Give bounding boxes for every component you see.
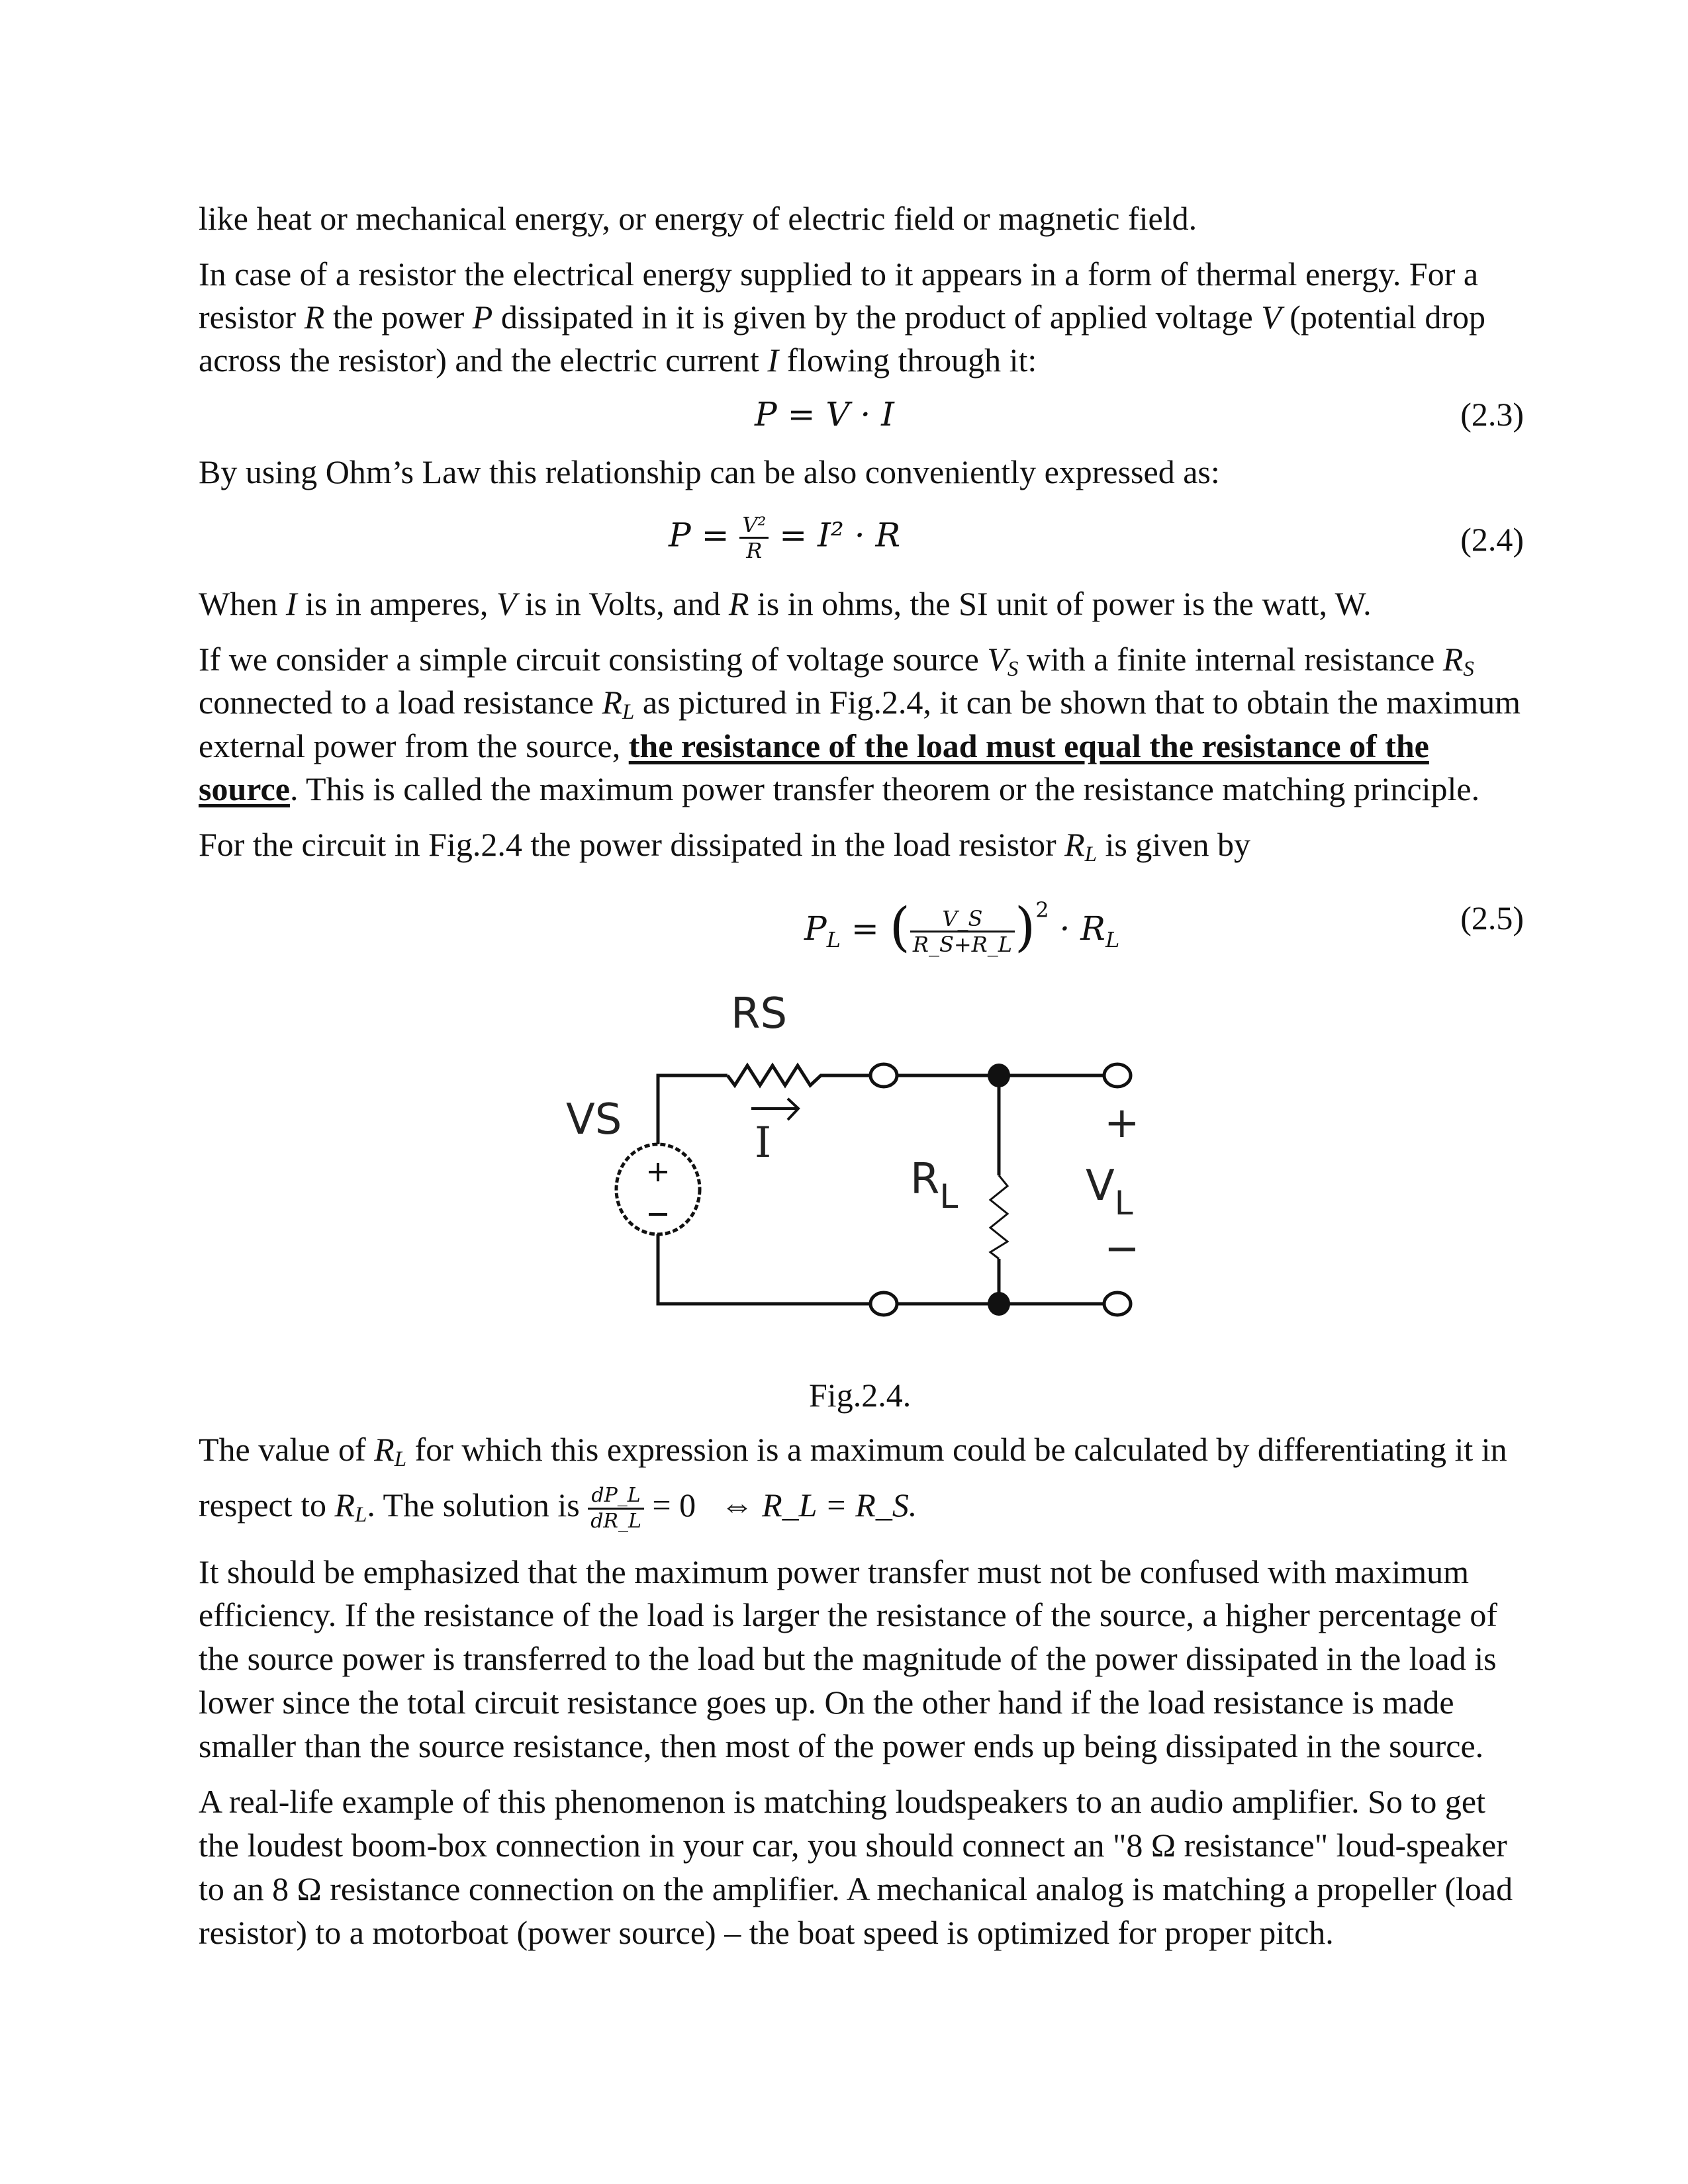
text-segment: the source power is transferred to the load but the magnitude of the power dissipated in the load is — [199, 1640, 1497, 1677]
text-segment: For the circuit in Fig.2.4 the power dissipated in the load resistor — [199, 826, 1065, 863]
text-segment: external power from the source, — [199, 727, 629, 764]
label-current: I — [755, 1118, 772, 1167]
exponent: 2 — [1035, 897, 1049, 923]
eq-var: P — [804, 909, 827, 948]
text-segment: the power — [324, 298, 473, 336]
label-sub: L — [939, 1177, 959, 1216]
text-segment: is in ohms, the SI unit of power is the watt, W. — [749, 585, 1372, 622]
numerator: dP_L — [588, 1484, 644, 1510]
label-text: R — [910, 1155, 940, 1204]
text-segment: across the resistor) and the electric current — [199, 341, 768, 379]
eq-sign: = 0 — [652, 1486, 696, 1524]
text-line — [199, 1782, 1485, 1821]
terminal — [1104, 1064, 1131, 1087]
math-variable — [334, 1486, 367, 1527]
eq-sub: L — [1105, 927, 1120, 952]
terminal — [1104, 1293, 1131, 1315]
text-segment: . The solution is — [367, 1486, 588, 1524]
text-line — [199, 1726, 1483, 1766]
label-plus: + — [1104, 1099, 1140, 1148]
numerator: V² — [739, 513, 769, 539]
numerator: V_S — [910, 907, 1015, 933]
text-segment: Fig.2.4. — [809, 1377, 912, 1414]
voltage-source — [616, 1144, 700, 1234]
wire — [658, 1075, 727, 1144]
label-vl — [1086, 1161, 1133, 1222]
variable-symbol: R — [602, 684, 622, 721]
text-segment: as pictured in Fig.2.4, it can be shown that to obtain the maximum — [634, 684, 1521, 721]
eq-var: P — [755, 395, 777, 433]
variable-symbol: V — [496, 585, 517, 622]
text-line — [199, 1552, 1469, 1592]
text-segment: If we consider a simple circuit consisting of voltage source — [199, 641, 988, 678]
text-line — [199, 1639, 1497, 1678]
text-segment: is in amperes, — [297, 585, 496, 622]
variable-subscript: L — [394, 1447, 407, 1471]
variable-symbol: R — [1064, 826, 1085, 863]
text-segment: smaller than the source resistance, then most of the power ends up being dissipated in the source. — [199, 1727, 1484, 1764]
text-line — [199, 1682, 1454, 1722]
iff-symbol: ⇔ — [720, 1486, 754, 1524]
text-segment: A real-life example of this phenomenon is matching loudspeakers to an audio amplifier. So to get — [199, 1783, 1485, 1820]
variable-symbol: V — [1261, 298, 1282, 336]
eq-rhs: = I² · R — [779, 516, 901, 555]
figure-caption — [809, 1375, 911, 1415]
label-sub: S — [594, 1095, 622, 1144]
label-rs — [731, 989, 787, 1038]
text-segment: for which this expression is a maximum could be calculated by differentiating it in — [406, 1431, 1507, 1468]
variable-symbol: I — [767, 341, 778, 379]
equation-number: (2.4) — [1460, 521, 1524, 558]
emphasized-text: source — [199, 770, 290, 807]
paren: ) — [1015, 896, 1036, 958]
terminal — [870, 1064, 897, 1087]
variable-subscript: S — [1007, 657, 1019, 681]
eq-sign: = — [701, 516, 729, 555]
eq-var: P — [669, 516, 691, 555]
eq-sub: L — [826, 927, 841, 952]
text-line — [199, 1595, 1497, 1635]
variable-subscript: L — [355, 1502, 367, 1527]
label-rl — [910, 1155, 958, 1216]
variable-subscript: S — [1463, 657, 1474, 681]
text-line — [199, 1484, 917, 1535]
current-arrow — [751, 1099, 798, 1120]
denominator: R_S+R_L — [912, 931, 1013, 957]
text-segment: dissipated in it is given by the product of applied voltage — [492, 298, 1262, 336]
label-sub: S — [760, 989, 788, 1038]
derivative — [588, 1484, 644, 1533]
text-segment: is given by — [1097, 826, 1250, 863]
variable-symbol: P — [472, 298, 493, 336]
label-text: V — [1086, 1161, 1115, 1210]
text-segment: efficiency. If the resistance of the load is larger the resistance of the source, a higher percentage of — [199, 1596, 1498, 1633]
eq-rhs: · R — [1059, 909, 1105, 948]
eq-result: R_L = R_S. — [762, 1486, 917, 1524]
variable-symbol: R — [374, 1431, 395, 1468]
variable-symbol: R — [304, 298, 325, 336]
text-segment: is in Volts, and — [516, 585, 729, 622]
terminal — [870, 1293, 897, 1315]
text-line — [199, 1430, 1507, 1479]
text-segment: flowing through it: — [778, 341, 1037, 379]
denominator: R — [746, 538, 763, 563]
emphasized-text: the resistance of the load must equal the resistance of the — [628, 727, 1429, 764]
text-segment: When — [199, 585, 286, 622]
variable-symbol: V — [987, 641, 1008, 678]
text-segment: The value of — [199, 1431, 375, 1468]
variable-symbol: I — [285, 585, 297, 622]
variable-symbol: R — [728, 585, 749, 622]
label-text: R — [731, 989, 761, 1038]
node — [988, 1064, 1010, 1087]
equation-number: (2.3) — [1460, 396, 1524, 433]
node — [988, 1292, 1010, 1316]
eq-sign: = — [851, 909, 879, 948]
text-segment: (potential drop — [1281, 298, 1486, 336]
plus-sign — [649, 1163, 667, 1181]
text-segment: the loudest boom-box connection in your car, you should connect an "8 Ω resistance" loud-speaker — [199, 1827, 1507, 1864]
resistor-rs — [727, 1066, 828, 1085]
label-sub: L — [1114, 1184, 1133, 1222]
text-segment: By using Ohm’s Law this relationship can be also conveniently expressed as: — [199, 453, 1220, 490]
text-segment: . This is called the maximum power transfer theorem or the resistance matching principle. — [289, 770, 1480, 807]
text-segment: to an 8 Ω resistance connection on the amplifier. A mechanical analog is matching a propeller (load — [199, 1870, 1513, 1907]
text-line — [199, 1913, 1334, 1952]
label-vs — [566, 1095, 622, 1144]
math-variable — [374, 1431, 407, 1471]
text-segment: It should be emphasized that the maximum power transfer must not be confused with maximum — [199, 1553, 1470, 1590]
text-line — [199, 1825, 1507, 1865]
paren: ( — [889, 896, 910, 958]
eq-rhs: V · I — [825, 395, 894, 433]
text-segment: respect to — [199, 1486, 335, 1524]
text-segment: resistor — [199, 298, 305, 336]
text-line — [199, 1869, 1513, 1909]
text-segment — [199, 1486, 588, 1527]
equation-number: (2.5) — [1460, 899, 1524, 936]
label-minus: − — [1104, 1224, 1140, 1273]
variable-subscript: L — [1084, 842, 1098, 866]
label-text: V — [566, 1095, 595, 1144]
denominator: dR_L — [590, 1510, 641, 1533]
variable-subscript: L — [622, 700, 635, 724]
text-segment: resistor) to a motorboat (power source) – the boat speed is optimized for proper pitch. — [199, 1914, 1334, 1951]
variable-symbol: R — [1442, 641, 1464, 678]
text-segment: like heat or mechanical energy, or energy of electric field or magnetic field. — [199, 200, 1197, 237]
text-segment: with a finite internal resistance — [1018, 641, 1443, 678]
resistor-rl — [990, 1175, 1008, 1259]
variable-symbol: R — [334, 1486, 355, 1524]
text-segment: In case of a resistor the electrical energy supplied to it appears in a form of thermal energy. For a — [199, 255, 1479, 293]
text-segment: lower since the total circuit resistance goes up. On the other hand if the load resistance is made — [199, 1684, 1454, 1721]
eq-sign: = — [787, 395, 816, 433]
text-segment: connected to a load resistance — [199, 684, 602, 721]
